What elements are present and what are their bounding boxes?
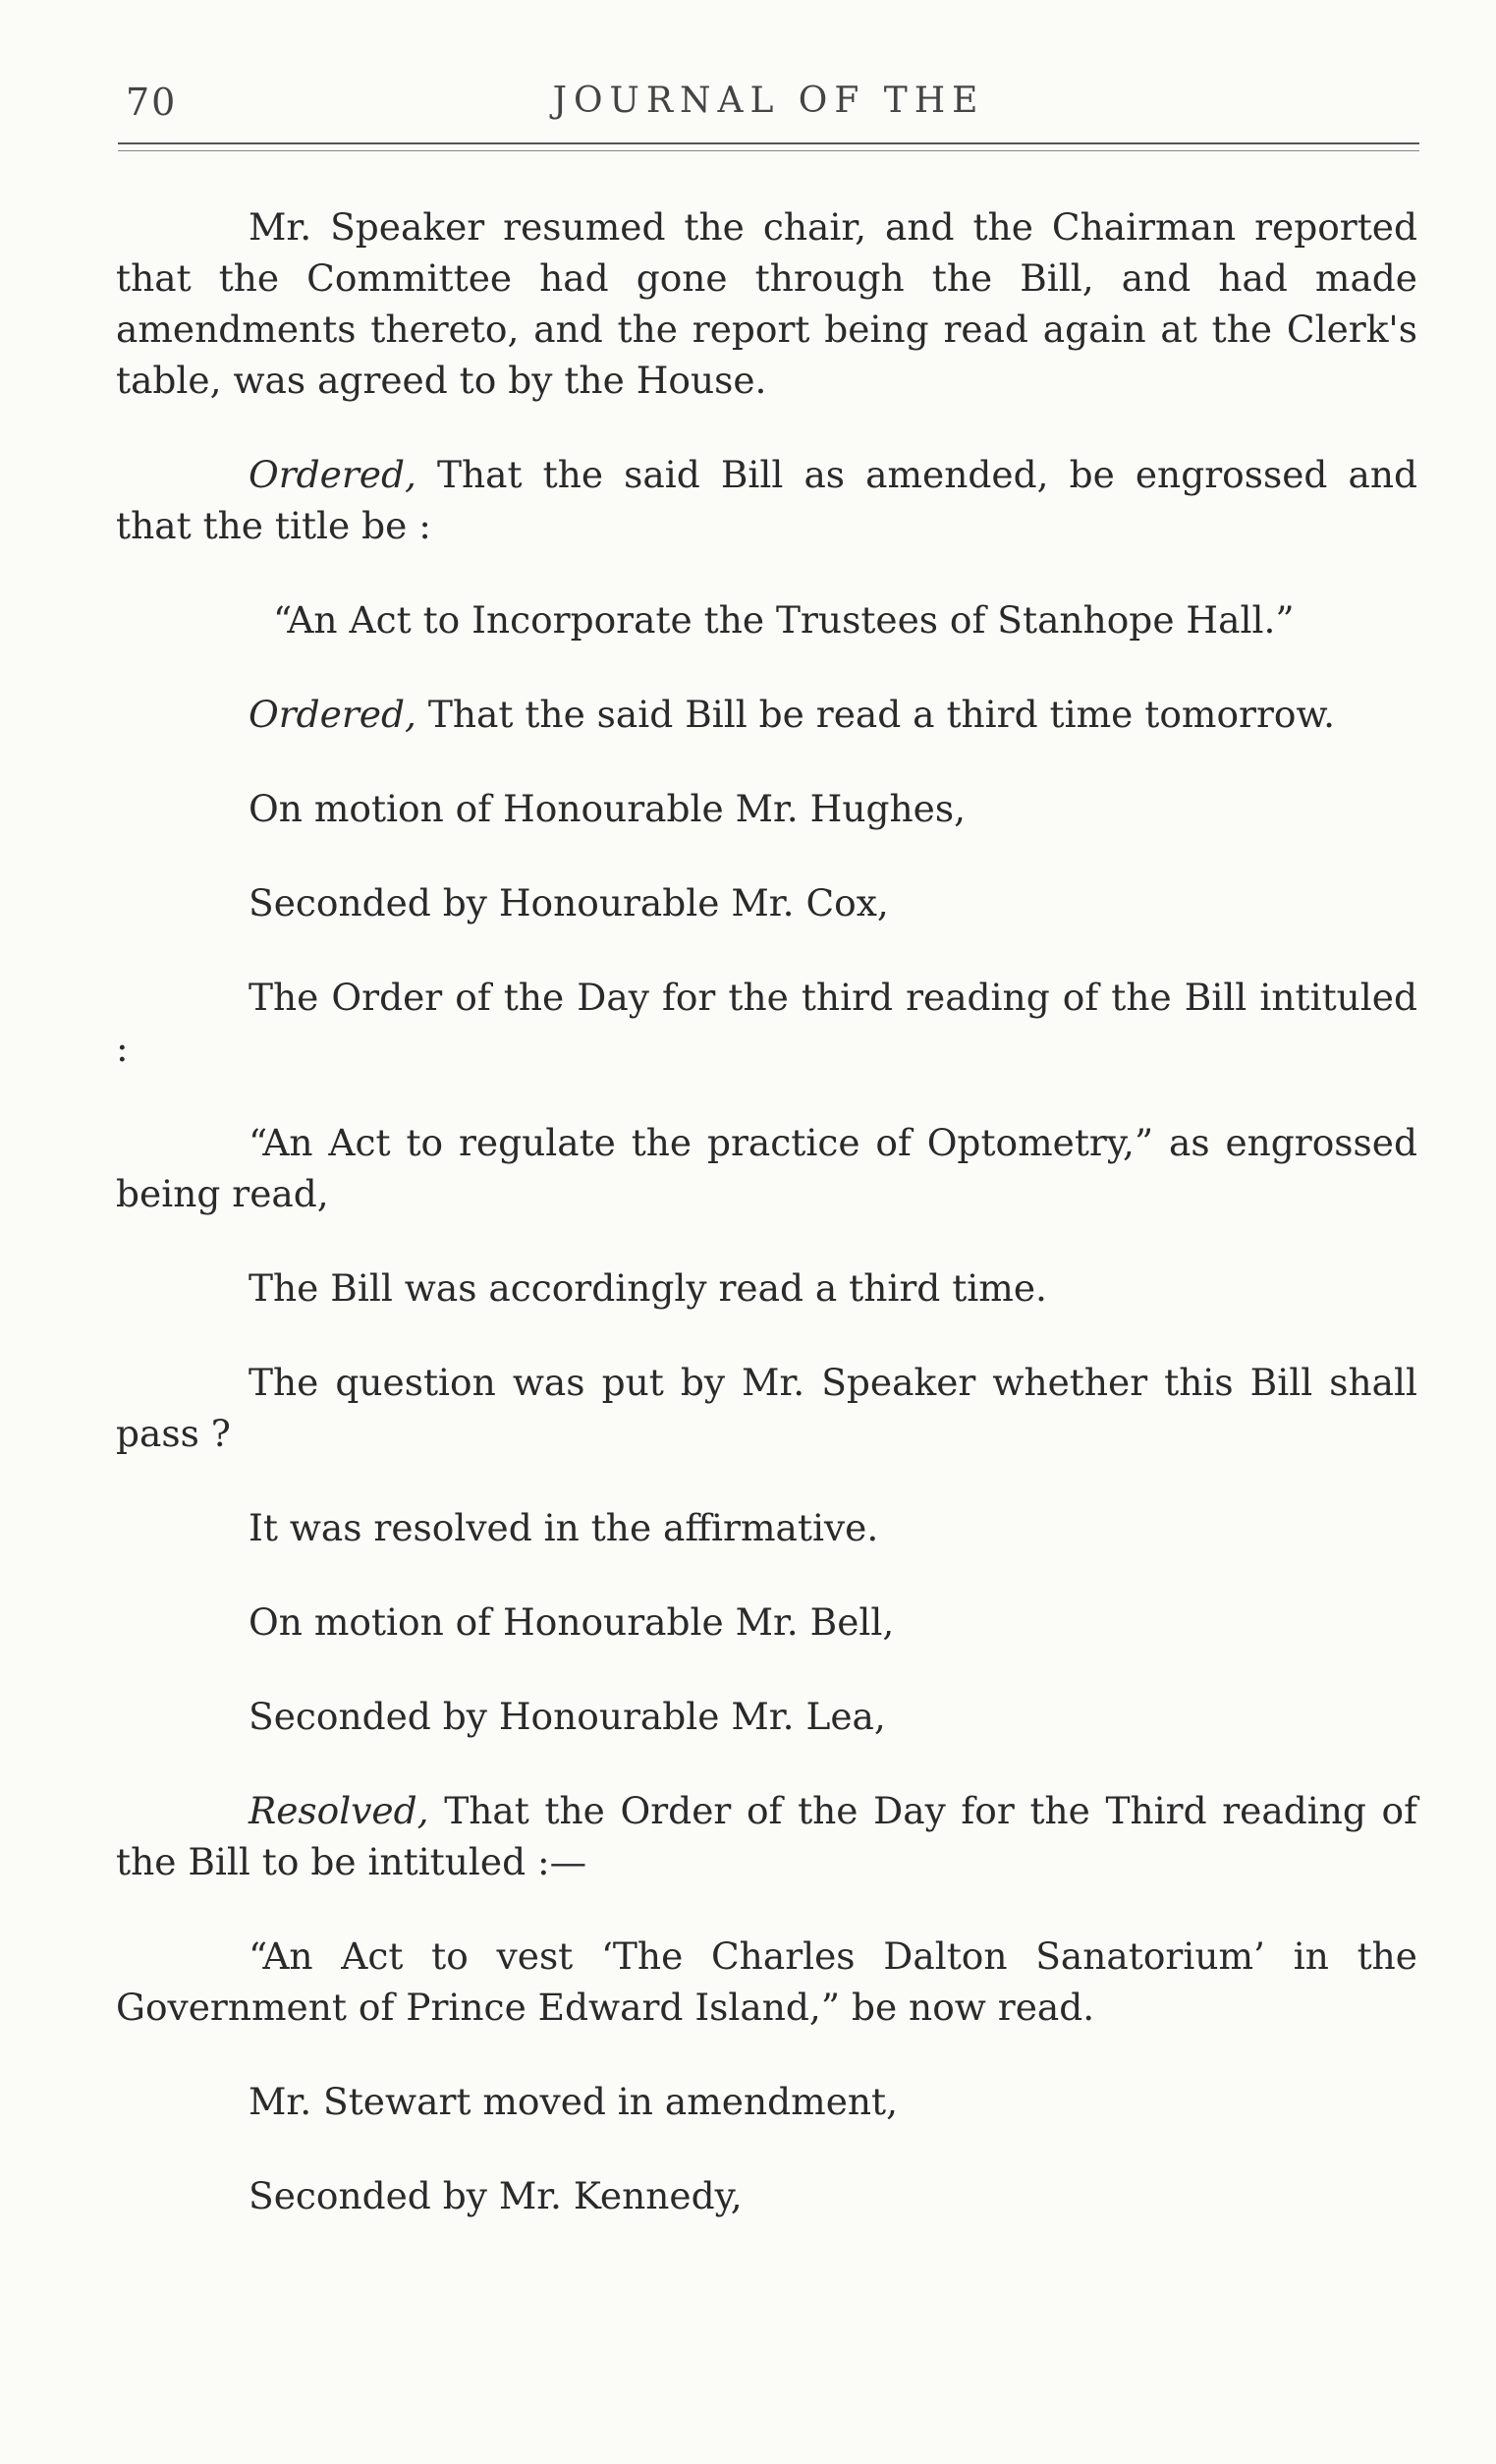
- paragraph-resolved-affirmative: It was resolved in the affirmative.: [249, 1506, 879, 1549]
- page-header: [118, 77, 1419, 136]
- running-head: JOURNAL OF THE: [552, 81, 985, 121]
- paragraph-question-put: The question was put by Mr. Speaker whether this Bill shall pass ?: [116, 1361, 1417, 1455]
- page-number: 70: [126, 81, 178, 124]
- resolved-label: Resolved,: [249, 1789, 429, 1832]
- paragraph-seconded-kennedy: Seconded by Mr. Kennedy,: [249, 2174, 743, 2217]
- paragraph-act-title-optometry: “An Act to regulate the practice of Optometry,” as engrossed being read,: [116, 1121, 1417, 1215]
- header-rule-thin: [118, 150, 1419, 151]
- paragraph-ordered-third-time: Ordered, That the said Bill be read a third time tomorrow.: [249, 693, 1336, 736]
- paragraph-resolved-third-reading: Resolved, That the Order of the Day for the Third reading of the Bill to be intituled :—: [116, 1789, 1417, 1883]
- paragraph-seconded-cox: Seconded by Honourable Mr. Cox,: [249, 881, 889, 924]
- paragraph-act-title-sanatorium: “An Act to vest ‘The Charles Dalton Sanatorium’ in the Government of Prince Edward Island,” be now read.: [116, 1934, 1417, 2029]
- ordered-label: Ordered,: [249, 693, 416, 736]
- ordered-label: Ordered,: [249, 453, 416, 496]
- paragraph-ordered-engrossed: Ordered, That the said Bill as amended, be engrossed and that the title be :: [116, 453, 1417, 547]
- paragraph-order-of-day-optometry: The Order of the Day for the third reading of the Bill intituled :: [116, 976, 1417, 1070]
- paragraph-read-third-time: The Bill was accordingly read a third time.: [249, 1266, 1047, 1310]
- paragraph-stewart-amendment: Mr. Stewart moved in amendment,: [249, 2080, 899, 2123]
- header-rule: [118, 142, 1419, 144]
- paragraph-act-title-stanhope: “An Act to Incorporate the Trustees of Stanhope Hall.”: [273, 598, 1295, 642]
- paragraph-speaker-resumed: Mr. Speaker resumed the chair, and the Chairman reported that the Committee had gone through the Bill, and had made amendments thereto, and the report being read again at the Clerk's table, was agreed to by the House.: [116, 205, 1417, 402]
- paragraph-motion-bell: On motion of Honourable Mr. Bell,: [249, 1600, 895, 1644]
- journal-body: [116, 201, 1417, 2265]
- paragraph-motion-hughes: On motion of Honourable Mr. Hughes,: [249, 787, 967, 830]
- paragraph-seconded-lea: Seconded by Honourable Mr. Lea,: [249, 1695, 886, 1738]
